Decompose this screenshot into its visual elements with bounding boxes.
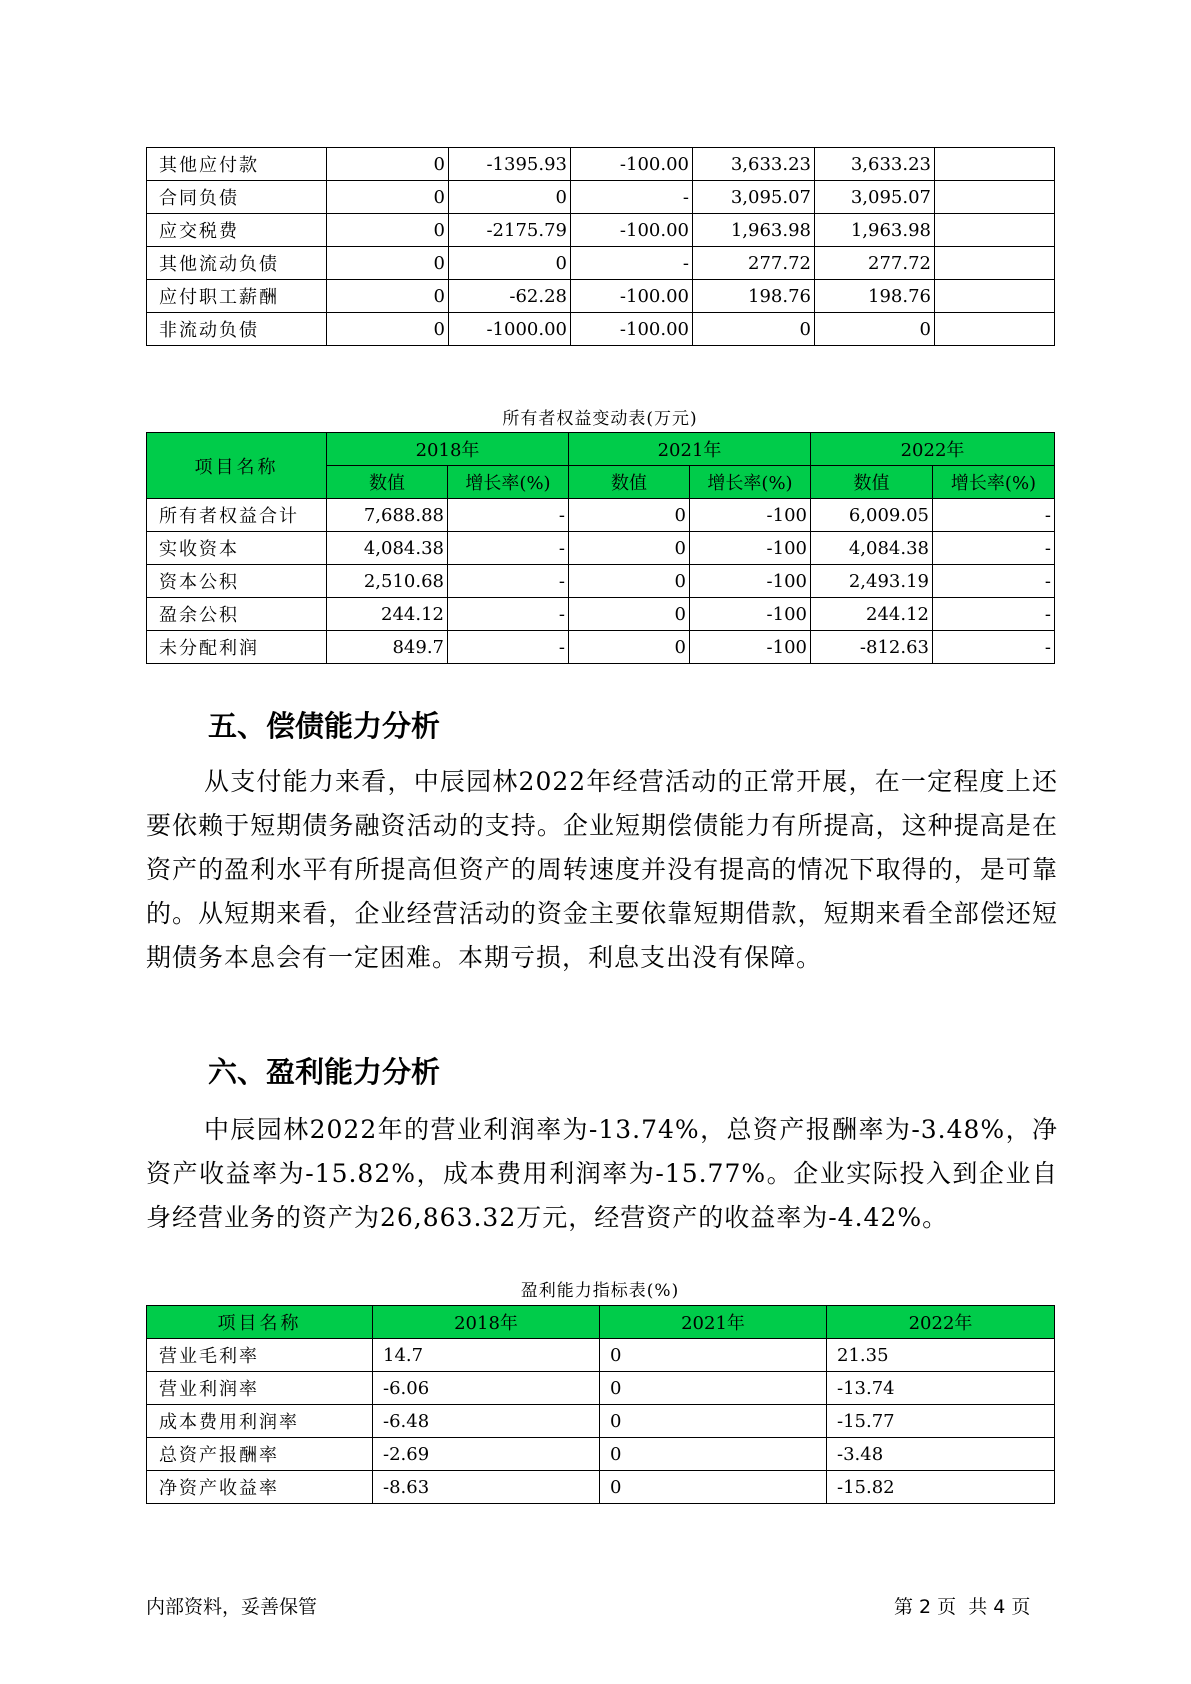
table-row bbox=[147, 214, 1055, 247]
cell-value: 0 bbox=[327, 181, 449, 214]
cell-value: -6.48 bbox=[373, 1405, 600, 1438]
profit-header-year: 2018年 bbox=[373, 1306, 600, 1339]
cell-value: 21.35 bbox=[827, 1339, 1055, 1372]
equity-header-year: 2018年 bbox=[327, 433, 569, 466]
cell-value: -1000.00 bbox=[449, 313, 571, 346]
footer-page-number: 第 2 页 共 4 页 bbox=[894, 1596, 1031, 1618]
cell-value: 0 bbox=[327, 214, 449, 247]
table-row bbox=[147, 598, 1055, 631]
table-row bbox=[147, 1405, 1055, 1438]
equity-subheader-value: 数值 bbox=[811, 466, 933, 499]
row-name: 非流动负债 bbox=[147, 313, 327, 346]
equity-subheader-value: 数值 bbox=[569, 466, 690, 499]
cell-value: -100.00 bbox=[571, 280, 693, 313]
cell-value: 198.76 bbox=[815, 280, 935, 313]
equity-header-year: 2021年 bbox=[569, 433, 811, 466]
cell-empty bbox=[935, 148, 1055, 181]
cell-value: 14.7 bbox=[373, 1339, 600, 1372]
cell-value: 7,688.88 bbox=[327, 499, 448, 532]
equity-subheader-growth: 增长率(%) bbox=[690, 466, 811, 499]
row-name: 营业毛利率 bbox=[147, 1339, 373, 1372]
footer-confidential-note: 内部资料，妥善保管 bbox=[146, 1596, 318, 1618]
cell-value: 0 bbox=[327, 247, 449, 280]
cell-value: -2.69 bbox=[373, 1438, 600, 1471]
section-text-solvency: 从支付能力来看，中辰园林2022年经营活动的正常开展，在一定程度上还要依赖于短期债务融资活动的支持。企业短期偿债能力有所提高，这种提高是在资产的盈利水平有所提高但资产的周转速度并没有提高的情况下取得的，是可靠的。从短期来看，企业经营活动的资金主要依靠短期借款，短期来看全部偿还短期债务本息会有一定困难。本期亏损，利息支出没有保障。 bbox=[146, 767, 1058, 972]
cell-value: -100 bbox=[690, 598, 811, 631]
cell-value: 0 bbox=[693, 313, 815, 346]
cell-value: -15.77 bbox=[827, 1405, 1055, 1438]
row-name: 营业利润率 bbox=[147, 1372, 373, 1405]
cell-value: -100 bbox=[690, 499, 811, 532]
cell-value: -2175.79 bbox=[449, 214, 571, 247]
equity-subheader-value: 数值 bbox=[327, 466, 448, 499]
cell-empty bbox=[935, 181, 1055, 214]
cell-value: - bbox=[933, 565, 1055, 598]
cell-value: - bbox=[571, 247, 693, 280]
cell-value: - bbox=[933, 631, 1055, 664]
cell-value: 0 bbox=[569, 532, 690, 565]
equity-header-item: 项目名称 bbox=[147, 433, 327, 499]
cell-value: 0 bbox=[600, 1339, 827, 1372]
equity-subheader-growth: 增长率(%) bbox=[933, 466, 1055, 499]
profit-table-caption: 盈利能力指标表(%) bbox=[520, 1281, 680, 1301]
cell-value: 0 bbox=[569, 565, 690, 598]
cell-value: 3,095.07 bbox=[693, 181, 815, 214]
cell-value: - bbox=[448, 532, 569, 565]
cell-value: 0 bbox=[815, 313, 935, 346]
profit-table bbox=[146, 1305, 1055, 1504]
cell-value: 3,095.07 bbox=[815, 181, 935, 214]
cell-value: -100.00 bbox=[571, 313, 693, 346]
cell-value: -15.82 bbox=[827, 1471, 1055, 1504]
cell-value: -1395.93 bbox=[449, 148, 571, 181]
cell-value: -812.63 bbox=[811, 631, 933, 664]
row-name: 盈余公积 bbox=[147, 598, 327, 631]
cell-value: 244.12 bbox=[811, 598, 933, 631]
cell-value: - bbox=[448, 565, 569, 598]
cell-value: 1,963.98 bbox=[693, 214, 815, 247]
cell-empty bbox=[935, 214, 1055, 247]
section-heading-profitability: 六、盈利能力分析 bbox=[208, 1055, 441, 1089]
table-row bbox=[147, 1471, 1055, 1504]
table-row bbox=[147, 313, 1055, 346]
cell-value: -100 bbox=[690, 565, 811, 598]
table-row bbox=[147, 280, 1055, 313]
cell-value: 0 bbox=[600, 1471, 827, 1504]
row-name: 成本费用利润率 bbox=[147, 1405, 373, 1438]
cell-value: - bbox=[933, 598, 1055, 631]
cell-value: 0 bbox=[569, 499, 690, 532]
row-name: 资本公积 bbox=[147, 565, 327, 598]
cell-value: 6,009.05 bbox=[811, 499, 933, 532]
cell-value: 0 bbox=[327, 280, 449, 313]
row-name: 应付职工薪酬 bbox=[147, 280, 327, 313]
section-heading-solvency: 五、偿债能力分析 bbox=[208, 709, 441, 743]
cell-value: -62.28 bbox=[449, 280, 571, 313]
row-name: 净资产收益率 bbox=[147, 1471, 373, 1504]
cell-value: 0 bbox=[327, 148, 449, 181]
liabilities-table bbox=[146, 147, 1055, 346]
table-row bbox=[147, 181, 1055, 214]
profit-header-item: 项目名称 bbox=[147, 1306, 373, 1339]
cell-value: - bbox=[448, 631, 569, 664]
row-name: 未分配利润 bbox=[147, 631, 327, 664]
table-row bbox=[147, 1438, 1055, 1471]
table-row bbox=[147, 499, 1055, 532]
row-name: 所有者权益合计 bbox=[147, 499, 327, 532]
table-row bbox=[147, 532, 1055, 565]
cell-value: 4,084.38 bbox=[811, 532, 933, 565]
cell-value: 0 bbox=[449, 181, 571, 214]
equity-table bbox=[146, 432, 1055, 664]
cell-value: -100.00 bbox=[571, 214, 693, 247]
cell-value: 0 bbox=[569, 598, 690, 631]
cell-empty bbox=[935, 247, 1055, 280]
cell-value: -13.74 bbox=[827, 1372, 1055, 1405]
row-name: 总资产报酬率 bbox=[147, 1438, 373, 1471]
table-row bbox=[147, 631, 1055, 664]
cell-value: - bbox=[933, 532, 1055, 565]
table-row bbox=[147, 565, 1055, 598]
row-name: 合同负债 bbox=[147, 181, 327, 214]
cell-value: - bbox=[448, 499, 569, 532]
table-row bbox=[147, 1339, 1055, 1372]
cell-value: 3,633.23 bbox=[815, 148, 935, 181]
equity-header-year: 2022年 bbox=[811, 433, 1055, 466]
row-name: 应交税费 bbox=[147, 214, 327, 247]
row-name: 其他流动负债 bbox=[147, 247, 327, 280]
cell-value: 198.76 bbox=[693, 280, 815, 313]
table-row bbox=[147, 1372, 1055, 1405]
cell-value: 2,510.68 bbox=[327, 565, 448, 598]
section-text-profitability: 中辰园林2022年的营业利润率为-13.74%，总资产报酬率为-3.48%，净资产收益率为-15.82%，成本费用利润率为-15.77%。企业实际投入到企业自身经营业务的资产为26,863.32万元，经营资产的收益率为-4.42%。 bbox=[146, 1115, 1058, 1232]
cell-value: - bbox=[448, 598, 569, 631]
cell-value: 3,633.23 bbox=[693, 148, 815, 181]
cell-value: -100 bbox=[690, 532, 811, 565]
cell-value: 0 bbox=[569, 631, 690, 664]
table-row bbox=[147, 247, 1055, 280]
cell-value: 4,084.38 bbox=[327, 532, 448, 565]
cell-value: 849.7 bbox=[327, 631, 448, 664]
cell-value: 277.72 bbox=[693, 247, 815, 280]
cell-value: 277.72 bbox=[815, 247, 935, 280]
row-name: 实收资本 bbox=[147, 532, 327, 565]
table-row bbox=[147, 148, 1055, 181]
cell-empty bbox=[935, 313, 1055, 346]
cell-value: -8.63 bbox=[373, 1471, 600, 1504]
cell-value: -100.00 bbox=[571, 148, 693, 181]
row-name: 其他应付款 bbox=[147, 148, 327, 181]
cell-value: - bbox=[933, 499, 1055, 532]
cell-value: 0 bbox=[600, 1405, 827, 1438]
cell-value: - bbox=[571, 181, 693, 214]
cell-value: 0 bbox=[449, 247, 571, 280]
cell-value: 244.12 bbox=[327, 598, 448, 631]
cell-value: 1,963.98 bbox=[815, 214, 935, 247]
cell-value: 2,493.19 bbox=[811, 565, 933, 598]
cell-value: -3.48 bbox=[827, 1438, 1055, 1471]
profit-header-year: 2021年 bbox=[600, 1306, 827, 1339]
profit-header-year: 2022年 bbox=[827, 1306, 1055, 1339]
equity-subheader-growth: 增长率(%) bbox=[448, 466, 569, 499]
cell-value: 0 bbox=[600, 1438, 827, 1471]
cell-value: -100 bbox=[690, 631, 811, 664]
equity-table-caption: 所有者权益变动表(万元) bbox=[502, 409, 698, 429]
cell-value: 0 bbox=[600, 1372, 827, 1405]
cell-value: -6.06 bbox=[373, 1372, 600, 1405]
cell-value: 0 bbox=[327, 313, 449, 346]
cell-empty bbox=[935, 280, 1055, 313]
